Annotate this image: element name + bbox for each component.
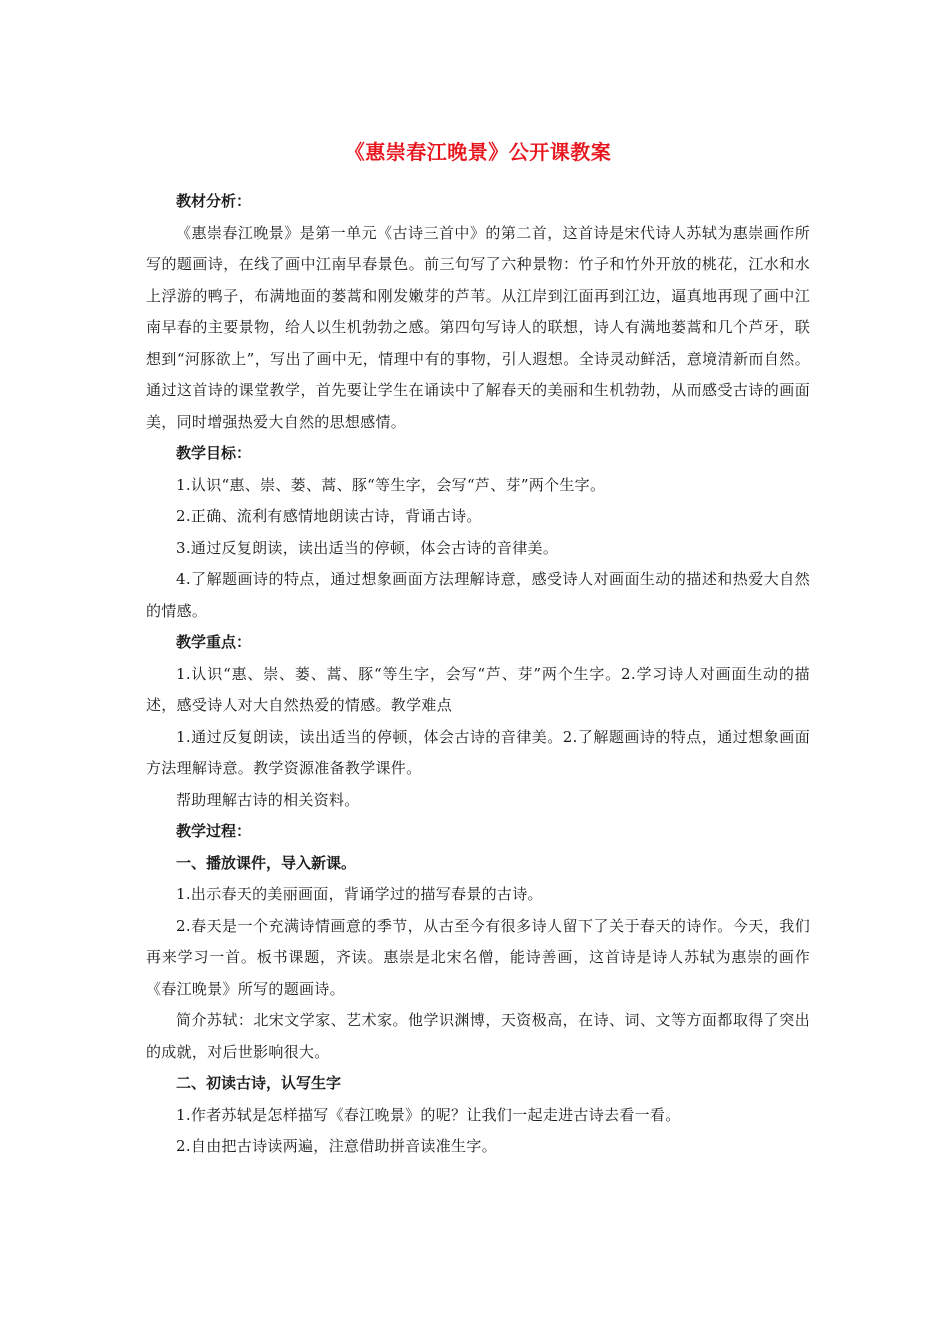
step2-item: 1.作者苏轼是怎样描写《春江晚景》的呢？让我们一起走进古诗去看一看。 bbox=[176, 1105, 681, 1124]
focus-item: 帮助理解古诗的相关资料。 bbox=[176, 790, 360, 809]
goal-item: 3.通过反复朗读，读出适当的停顿，体会古诗的音律美。 bbox=[176, 538, 559, 557]
goal-item: 1.认识“惠、崇、蒌、蒿、豚“等生字，会写“芦、芽”两个生字。 bbox=[176, 475, 606, 494]
goals-heading: 教学目标： bbox=[176, 444, 252, 462]
step2-heading: 二、初读古诗，认写生字 bbox=[176, 1074, 342, 1092]
analysis-heading: 教材分析： bbox=[176, 192, 252, 210]
step1-item: 1.出示春天的美丽画面，背诵学过的描写春景的古诗。 bbox=[176, 885, 543, 903]
document-title: 《惠崇春江晚景》公开课教案 bbox=[344, 140, 612, 164]
document-page bbox=[146, 136, 810, 1163]
goal-item: 4.了解题画诗的特点，通过想象画面方法理解诗意，感受诗人对画面生动的描述和热爱大自然的情感。 bbox=[146, 570, 810, 620]
step1-item: 2.春天是一个充满诗情画意的季节，从古至今有很多诗人留下了关于春天的诗作。今天，我们再来学习一首。板书课题，齐读。惠崇是北宋名僧，能诗善画，这首诗是诗人苏轼为惠崇的画作《春江晚景》所写的题画诗。 bbox=[146, 916, 810, 998]
step2-item: 2.自由把古诗读两遍，注意借助拼音读准生字。 bbox=[176, 1137, 497, 1155]
analysis-paragraph: 《惠崇春江晚景》是第一单元《古诗三首中》的第二首，这首诗是宋代诗人苏轼为惠崇画作所写的题画诗，在线了画中江南早春景色。前三句写了六种景物：竹子和竹外开放的桃花，江水和水上浮游的鸭子，布满地面的蒌蒿和刚发嫩芽的芦苇。从江岸到江面再到江边，逼真地再现了画中江南早春的主要景物，给人以生机勃勃之感。第四句写诗人的联想，诗人有满地蒌蒿和几个芦牙，联想到“河豚欲上”，写出了画中无，情理中有的事物，引人遐想。全诗灵动鲜活，意境清新而自然。通过这首诗的课堂教学，首先要让学生在诵读中了解春天的美丽和生机勃勃，从而感受古诗的画面美，同时增强热爱大自然的思想感情。 bbox=[146, 223, 810, 431]
focus-item: 1.通过反复朗读，读出适当的停顿，体会古诗的音律美。2.了解题画诗的特点，通过想象画面方法理解诗意。教学资源准备教学课件。 bbox=[146, 727, 810, 777]
focus-item: 1.认识“惠、崇、蒌、蒿、豚“等生字，会写“芦、芽”两个生字。2.学习诗人对画面生动的描述，感受诗人对大自然热爱的情感。教学难点 bbox=[146, 664, 810, 714]
step1-heading: 一、播放课件，导入新课。 bbox=[176, 853, 357, 872]
process-heading: 教学过程： bbox=[176, 822, 252, 840]
step1-item: 简介苏轼：北宋文学家、艺术家。他学识渊博，天资极高，在诗、词、文等方面都取得了突出的成就，对后世影响很大。 bbox=[146, 1011, 810, 1061]
focus-heading: 教学重点： bbox=[176, 633, 252, 651]
goal-item: 2.正确、流利有感情地朗读古诗，背诵古诗。 bbox=[176, 507, 482, 525]
